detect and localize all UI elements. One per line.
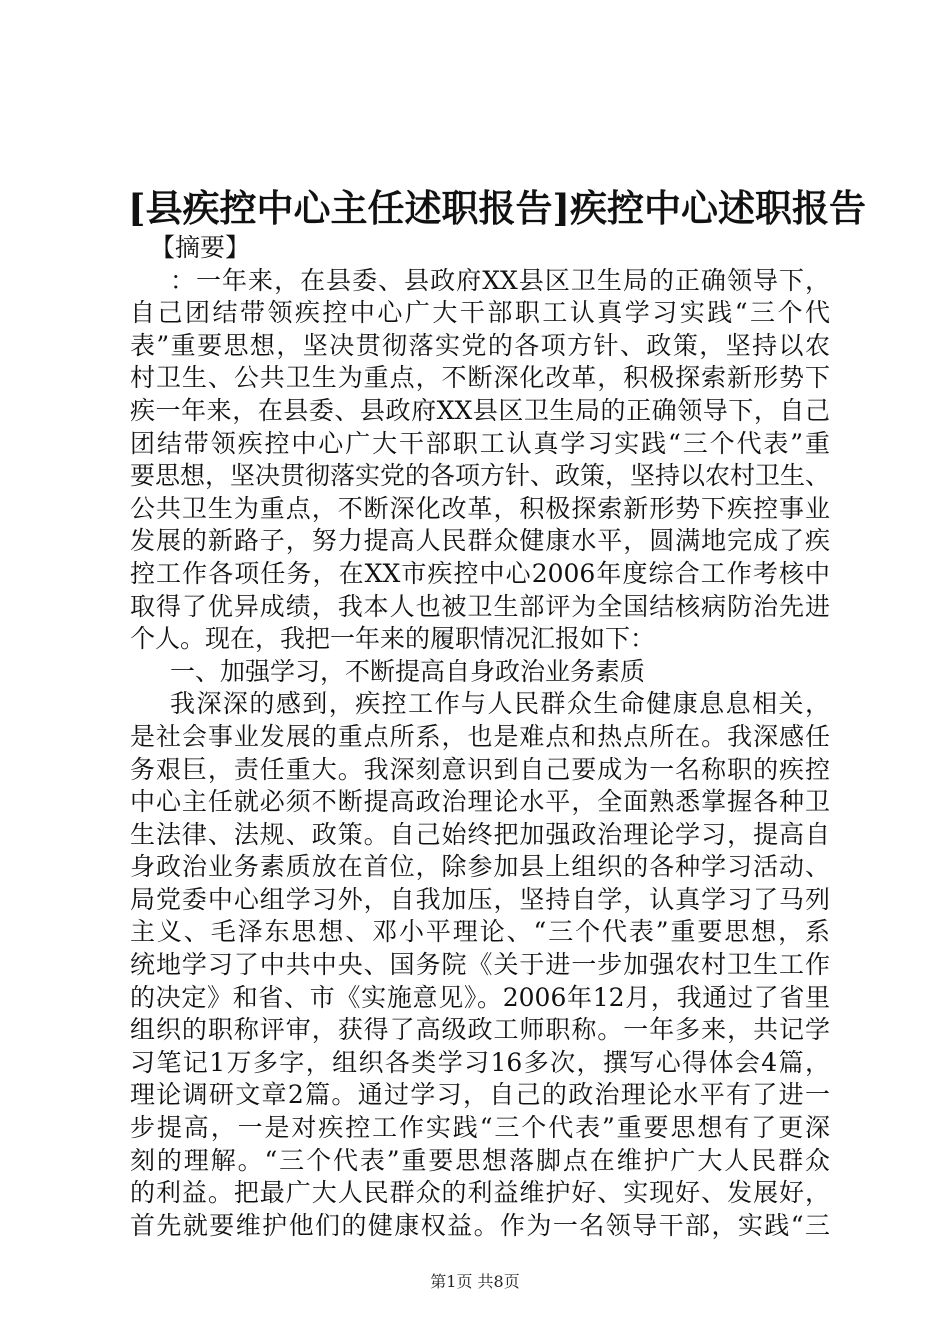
paragraph-line: 组织的职称评审，获得了高级政工师职称。一年多来，共记学: [130, 1015, 830, 1045]
paragraph-line: 个人。现在，我把一年来的履职情况汇报如下：: [130, 624, 656, 654]
page-number: 第1页 共8页: [430, 1272, 520, 1291]
paragraph-line: 发展的新路子，努力提高人民群众健康水平，圆满地完成了疾: [130, 526, 830, 556]
document-body: [130, 232, 830, 1242]
paragraph-line: 公共卫生为重点，不断深化改革，积极探索新形势下疾控事业: [130, 493, 830, 523]
paragraph-line: 的利益。把最广大人民群众的利益维护好、实现好、发展好，: [130, 1178, 830, 1208]
paragraph-line: 主义、毛泽东思想、邓小平理论、“三个代表”重要思想，系: [130, 917, 830, 947]
paragraph-line: 要思想，坚决贯彻落实党的各项方针、政策，坚持以农村卫生、: [130, 461, 830, 491]
paragraph-line: 首先就要维护他们的健康权益。作为一名领导干部，实践“三: [130, 1210, 830, 1240]
paragraph-line: 统地学习了中共中央、国务院《关于进一步加强农村卫生工作: [130, 950, 830, 980]
paragraph-line: 村卫生、公共卫生为重点，不断深化改革，积极探索新形势下: [130, 363, 830, 393]
paragraph-line: 习笔记1万多字，组织各类学习16多次，撰写心得体会4篇，: [130, 1047, 830, 1077]
paragraph-line: 理论调研文章2篇。通过学习，自己的政治理论水平有了进一: [130, 1080, 830, 1110]
paragraph-line: 取得了优异成绩，我本人也被卫生部评为全国结核病防治先进: [130, 591, 830, 621]
document-title: [县疾控中心主任述职报告]疾控中心述职报告: [128, 186, 867, 230]
paragraph-line: 我深深的感到，疾控工作与人民群众生命健康息息相关，: [170, 689, 830, 719]
paragraph-line: 身政治业务素质放在首位，除参加县上组织的各种学习活动、: [130, 852, 830, 882]
paragraph-line: 团结带领疾控中心广大干部职工认真学习实践“三个代表”重: [130, 428, 830, 458]
paragraph-line: 的决定》和省、市《实施意见》。2006年12月，我通过了省里: [130, 982, 830, 1012]
paragraph-line: 控工作各项任务，在XX市疾控中心2006年度综合工作考核中: [130, 558, 830, 588]
paragraph-line: 步提高，一是对疾控工作实践“三个代表”重要思想有了更深: [130, 1113, 830, 1143]
paragraph-line: 自己团结带领疾控中心广大干部职工认真学习实践“三个代: [130, 298, 830, 328]
paragraph-line: ：一年来，在县委、县政府XX县区卫生局的正确领导下，: [170, 265, 830, 295]
paragraph-line: 中心主任就必须不断提高政治理论水平，全面熟悉掌握各种卫: [130, 787, 830, 817]
paragraph-line: 生法律、法规、政策。自己始终把加强政治理论学习，提高自: [130, 819, 830, 849]
paragraph-line: 局党委中心组学习外，自我加压，坚持自学，认真学习了马列: [130, 884, 830, 914]
paragraph-line: 务艰巨，责任重大。我深刻意识到自己要成为一名称职的疾控: [130, 754, 830, 784]
paragraph-line: 疾一年来，在县委、县政府XX县区卫生局的正确领导下，自己: [130, 395, 830, 425]
paragraph-line: 表”重要思想，坚决贯彻落实党的各项方针、政策，坚持以农: [130, 330, 830, 360]
paragraph-line: 刻的理解。“三个代表”重要思想落脚点在维护广大人民群众: [130, 1145, 830, 1175]
section-heading: 一、加强学习，不断提高自身政治业务素质: [170, 656, 646, 686]
paragraph-line: 是社会事业发展的重点所系，也是难点和热点所在。我深感任: [130, 721, 830, 751]
abstract-label: 【摘要】: [150, 233, 251, 262]
